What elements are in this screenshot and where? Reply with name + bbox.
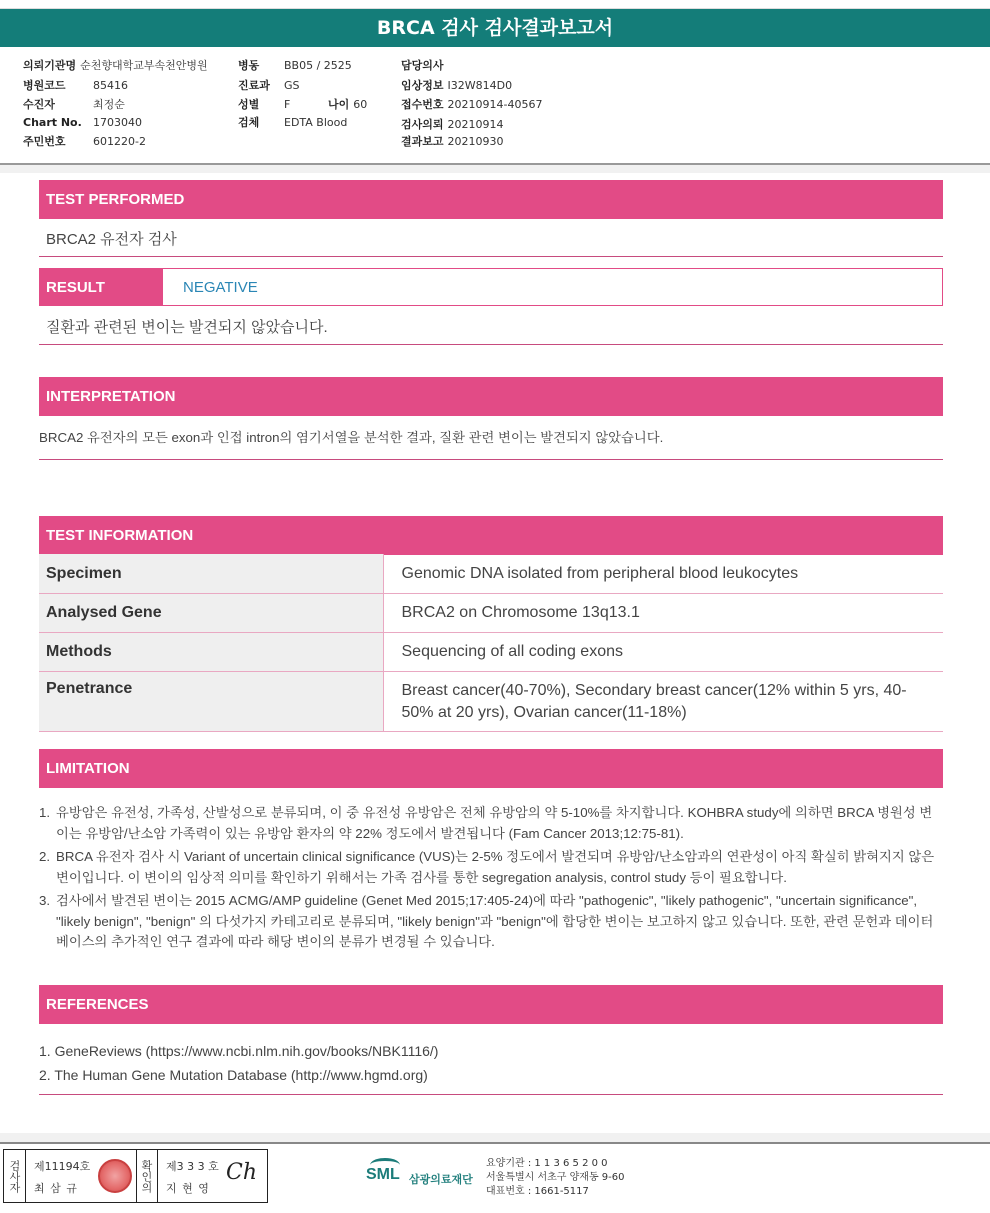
institution-code: 요양기관 : 1 1 3 6 5 2 0 0 — [486, 1158, 608, 1169]
divider — [39, 344, 943, 345]
signature: Ch — [226, 1160, 258, 1185]
row-value: BRCA2 on Chromosome 13q13.1 — [383, 594, 943, 633]
doctor-field: 담당의사 — [401, 59, 444, 72]
divider — [39, 256, 943, 257]
test-request-field: 검사의뢰 20210914 — [401, 118, 504, 131]
list-item: 1. GeneReviews (https://www.ncbi.nlm.nih.gov/books/NBK1116/) — [39, 1043, 439, 1059]
references-heading: REFERENCES — [39, 985, 943, 1024]
references-list — [39, 1039, 943, 1087]
footer-divider — [0, 1133, 990, 1144]
specimen-field: 검체 EDTA Blood — [238, 116, 348, 129]
table-row — [39, 633, 943, 672]
limitation-list — [39, 803, 943, 956]
result-report-field: 결과보고 20210930 — [401, 135, 504, 148]
report-title: BRCA 검사 검사결과보고서 — [0, 9, 990, 47]
list-item: 2. BRCA 유전자 검사 시 Variant of uncertain clinical significance (VUS)는 2-5% 정도에서 발견되며 유방암/난소암과의 연관성이 아직 확실히 밝혀지지 않은 변이입니다. 이 변이의 임상적 의미를 확인하기 위해서는 가족 검사를 통한 segregation analysis, control study 등이 필요합니다. — [39, 849, 935, 885]
inspector-number: 제11194호 — [34, 1160, 91, 1173]
receipt-no-field: 접수번호 20210914-40567 — [401, 98, 543, 111]
confirmer-name: 지 현 영 — [166, 1182, 210, 1195]
interpretation-text: BRCA2 유전자의 모든 exon과 인접 intron의 염기서열을 분석한 결과, 질환 관련 변이는 발견되지 않았습니다. — [39, 430, 664, 445]
list-item: 3. 검사에서 발견된 변이는 2015 ACMG/AMP guideline (Genet Med 2015;17:405-24)에 따라 "pathogenic", "likely pathogenic", "uncertain significance", "likely benign", "benign" 의 다섯가지 카테고리로 분류되며, "likely benign"과 "benign"에 합당한 변이는 보고하지 않고 있습니다. 또한, 관련 문헌과 데이터베이스의 추가적인 연구 결과에 따라 해당 변이의 분류가 변경될 수 있습니다. — [39, 893, 934, 949]
row-label: Methods — [39, 633, 383, 672]
result-label: RESULT — [39, 269, 163, 306]
divider — [39, 1094, 943, 1095]
result-value: NEGATIVE — [183, 279, 258, 296]
organization-name: 삼광의료재단 — [409, 1173, 473, 1186]
inspector-name: 최 삼 규 — [34, 1182, 78, 1195]
department-field: 진료과 GS — [238, 79, 300, 92]
confirmer-label: 확인의 — [136, 1150, 158, 1202]
confirmer-number: 제3 3 3 호 — [166, 1160, 219, 1173]
patient-info — [0, 47, 990, 165]
row-value: Genomic DNA isolated from peripheral blood leukocytes — [383, 554, 943, 594]
result-text: 질환과 관련된 변이는 발견되지 않았습니다. — [46, 319, 328, 336]
hospital-code-field: 병원코드 85416 — [23, 79, 128, 92]
row-label: Penetrance — [39, 672, 383, 732]
section-divider — [0, 165, 990, 173]
row-value: Sequencing of all coding exons — [383, 633, 943, 672]
age-field: 나이 60 — [328, 98, 368, 111]
row-value: Breast cancer(40-70%), Secondary breast cancer(12% within 5 yrs, 40-50% at 20 yrs), Ovarian cancer(11-18%) — [383, 672, 943, 732]
organization-address — [486, 1157, 625, 1199]
row-label: Analysed Gene — [39, 594, 383, 633]
table-row — [39, 554, 943, 594]
institution-field: 의뢰기관명 순천향대학교부속천안병원 — [23, 59, 208, 72]
chart-no-field: Chart No. 1703040 — [23, 116, 142, 129]
top-strip — [0, 0, 990, 9]
official-seal — [98, 1159, 132, 1193]
table-row — [39, 672, 943, 732]
logo-text: SML — [366, 1166, 400, 1183]
list-item: 1. 유방암은 유전성, 가족성, 산발성으로 분류되며, 이 중 유전성 유방암은 전체 유방암의 약 5-10%를 차지합니다. KOHBRA study에 의하면 BRCA 병원성 변이는 유방암/난소암 가족력이 있는 유방암 환자의 약 22% 정도에서 발견됩니다 (Fam Cancer 2013;12:75-81). — [39, 805, 933, 841]
inspector-label: 검사자 — [4, 1150, 26, 1202]
test-performed-heading: TEST PERFORMED — [39, 180, 943, 219]
list-item: 2. The Human Gene Mutation Database (http://www.hgmd.org) — [39, 1067, 428, 1083]
result-row — [39, 268, 943, 306]
signature-box — [3, 1149, 268, 1203]
phone-line: 대표번호 : 1661-5117 — [486, 1186, 589, 1197]
ward-field: 병동 BB05 / 2525 — [238, 59, 352, 72]
interpretation-heading: INTERPRETATION — [39, 377, 943, 416]
divider — [39, 459, 943, 460]
limitation-heading: LIMITATION — [39, 749, 943, 788]
test-performed-text: BRCA2 유전자 검사 — [46, 231, 177, 248]
sex-field: 성별 F — [238, 98, 291, 111]
row-label: Specimen — [39, 554, 383, 594]
clinical-info-field: 임상정보 I32W814D0 — [401, 79, 513, 92]
test-information-heading: TEST INFORMATION — [39, 516, 943, 555]
resident-no-field: 주민번호 601220-2 — [23, 135, 146, 148]
table-row — [39, 594, 943, 633]
test-information-table — [39, 554, 943, 732]
address-line: 서울특별시 서초구 양재동 9-60 — [486, 1172, 625, 1183]
patient-name-field: 수진자 최정순 — [23, 98, 125, 111]
sml-logo — [366, 1158, 406, 1190]
